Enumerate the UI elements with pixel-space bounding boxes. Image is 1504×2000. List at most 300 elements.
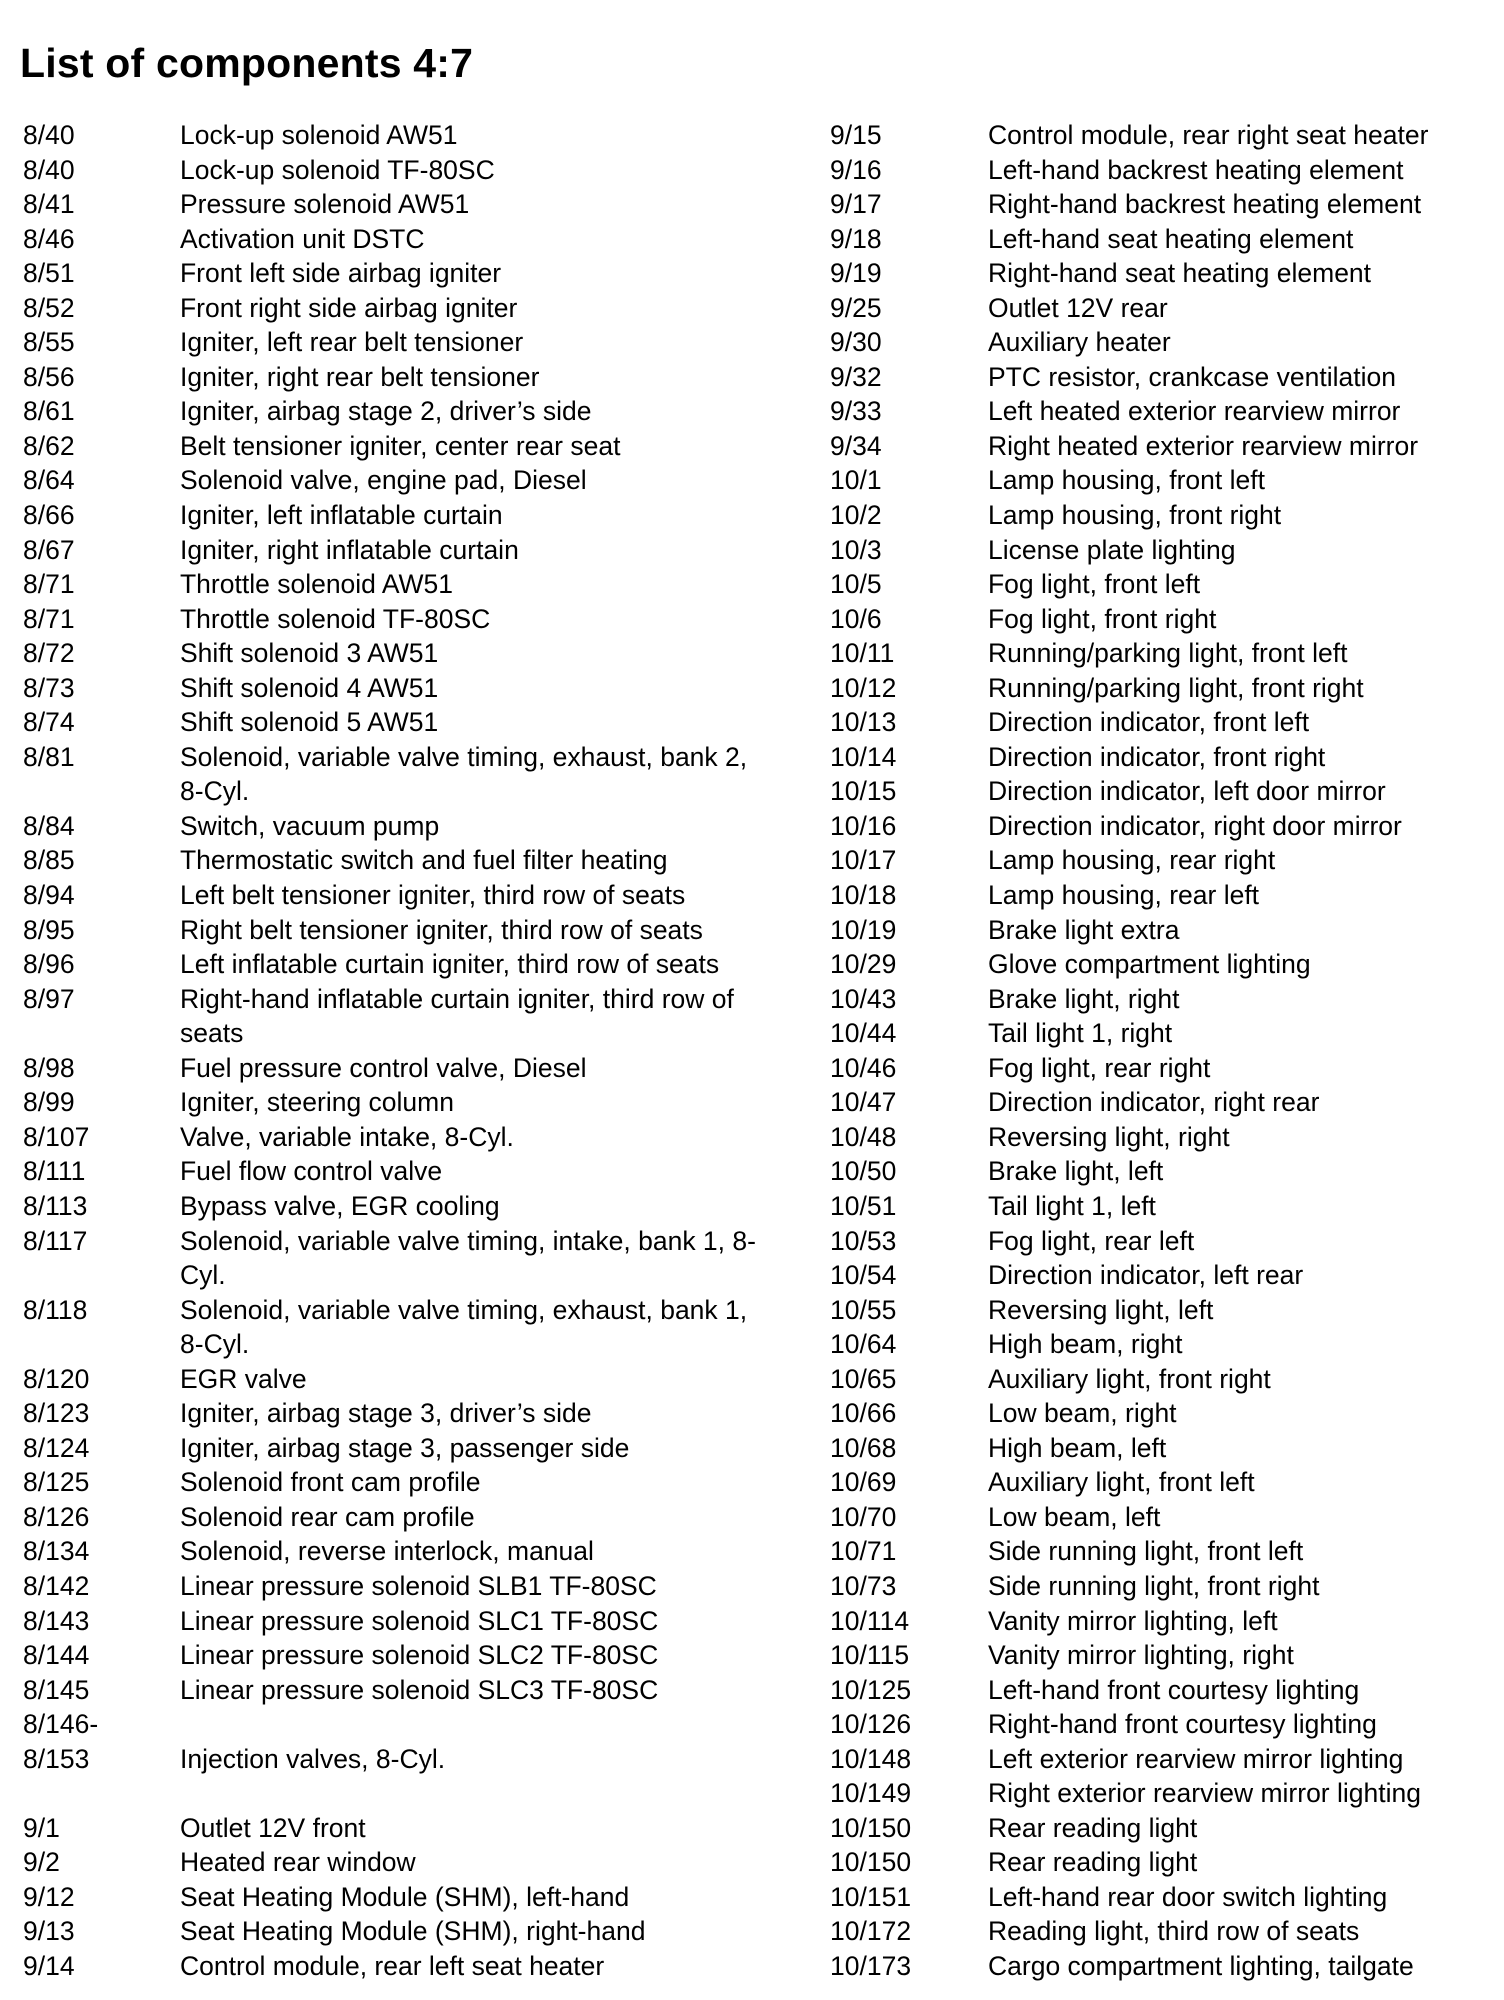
component-row (830, 222, 1495, 257)
component-code: 8/146- (23, 1709, 99, 1740)
component-description: Fuel flow control valve (180, 1156, 443, 1187)
component-code: 10/13 (830, 707, 897, 738)
component-row (23, 843, 763, 878)
component-row (23, 360, 763, 395)
component-code: 8/56 (23, 361, 75, 392)
component-code: 9/30 (830, 327, 882, 358)
component-description: Solenoid, variable valve timing, exhaust, bank 2, 8-Cyl. (180, 741, 748, 807)
component-code: 8/41 (23, 189, 75, 220)
component-row (830, 913, 1495, 948)
component-description: Shift solenoid 4 AW51 (180, 672, 439, 703)
component-row (23, 567, 763, 602)
component-description: Left-hand backrest heating element (988, 154, 1404, 185)
component-code: 9/12 (23, 1881, 75, 1912)
component-code: 8/85 (23, 845, 75, 876)
component-row (830, 1673, 1495, 1708)
component-description: Fog light, front left (988, 569, 1201, 600)
component-description: Left inflatable curtain igniter, third row of seats (180, 949, 720, 980)
component-description: Direction indicator, right door mirror (988, 810, 1402, 841)
component-row (23, 1673, 763, 1708)
component-description: Side running light, front left (988, 1536, 1304, 1567)
component-description: Auxiliary light, front left (988, 1467, 1255, 1498)
component-row (830, 1224, 1495, 1259)
component-description: Linear pressure solenoid SLC3 TF-80SC (180, 1674, 659, 1705)
component-code: 10/125 (830, 1674, 912, 1705)
component-description: Igniter, airbag stage 3, driver’s side (180, 1398, 592, 1429)
component-code: 8/153 (23, 1743, 90, 1774)
component-row (830, 360, 1495, 395)
component-code: 8/143 (23, 1605, 90, 1636)
component-description: Linear pressure solenoid SLC2 TF-80SC (180, 1640, 659, 1671)
component-code: 9/13 (23, 1916, 75, 1947)
component-description: Solenoid, reverse interlock, manual (180, 1536, 594, 1567)
component-code: 10/148 (830, 1743, 912, 1774)
component-code: 10/48 (830, 1121, 897, 1152)
component-description: Left-hand seat heating element (988, 223, 1354, 254)
component-description: Direction indicator, right rear (988, 1087, 1320, 1118)
component-description: Direction indicator, left door mirror (988, 776, 1386, 807)
component-row (830, 1120, 1495, 1155)
component-code: 10/2 (830, 500, 882, 531)
component-row (830, 463, 1495, 498)
component-code: 10/114 (830, 1605, 910, 1636)
component-row (23, 1811, 763, 1846)
component-row (830, 1500, 1495, 1535)
component-code: 10/150 (830, 1812, 912, 1843)
component-description: High beam, right (988, 1329, 1183, 1360)
component-row (23, 602, 763, 637)
component-code: 10/151 (830, 1881, 912, 1912)
component-code: 8/74 (23, 707, 75, 738)
component-row (830, 1362, 1495, 1397)
component-row (23, 394, 763, 429)
component-description: Vanity mirror lighting, left (988, 1605, 1278, 1636)
component-row (830, 498, 1495, 533)
component-code: 8/124 (23, 1432, 90, 1463)
component-description: Throttle solenoid TF-80SC (180, 603, 491, 634)
component-code: 10/65 (830, 1363, 897, 1394)
component-row (23, 1949, 763, 1984)
component-code: 8/71 (23, 569, 75, 600)
component-description: Igniter, right inflatable curtain (180, 534, 519, 565)
component-description: Direction indicator, left rear (988, 1260, 1304, 1291)
page-title: List of components 4:7 (20, 40, 474, 87)
component-row (830, 982, 1495, 1017)
component-code: 10/71 (830, 1536, 897, 1567)
component-row (23, 256, 763, 291)
component-code: 10/149 (830, 1778, 912, 1809)
component-description: Valve, variable intake, 8-Cyl. (180, 1121, 514, 1152)
component-row (23, 1845, 763, 1880)
left-column (23, 118, 763, 1984)
component-description: Pressure solenoid AW51 (180, 189, 470, 220)
component-code: 9/19 (830, 258, 882, 289)
component-code: 10/17 (830, 845, 897, 876)
component-row (830, 256, 1495, 291)
component-description: Igniter, right rear belt tensioner (180, 361, 540, 392)
component-code: 9/17 (830, 189, 882, 220)
component-row (23, 1638, 763, 1673)
component-row (830, 1880, 1495, 1915)
component-code: 10/50 (830, 1156, 897, 1187)
component-description: Shift solenoid 5 AW51 (180, 707, 439, 738)
component-code: 10/46 (830, 1052, 897, 1083)
component-description: Solenoid valve, engine pad, Diesel (180, 465, 587, 496)
component-description: Solenoid, variable valve timing, exhaust, bank 1, 8-Cyl. (180, 1294, 748, 1360)
component-code: 10/44 (830, 1018, 897, 1049)
component-row (23, 1604, 763, 1639)
component-description: Linear pressure solenoid SLC1 TF-80SC (180, 1605, 659, 1636)
component-code: 10/69 (830, 1467, 897, 1498)
component-row (23, 429, 763, 464)
component-code: 10/68 (830, 1432, 897, 1463)
component-row (830, 671, 1495, 706)
component-row (830, 1431, 1495, 1466)
component-row (830, 1465, 1495, 1500)
component-row (23, 809, 763, 844)
component-code: 10/43 (830, 983, 897, 1014)
component-description: Belt tensioner igniter, center rear seat (180, 430, 621, 461)
component-row (23, 291, 763, 326)
component-description: Direction indicator, front left (988, 707, 1310, 738)
component-row (830, 567, 1495, 602)
component-row (23, 1742, 763, 1777)
component-row (23, 636, 763, 671)
component-description: Front left side airbag igniter (180, 258, 502, 289)
component-code: 8/46 (23, 223, 75, 254)
component-code: 10/51 (830, 1190, 897, 1221)
component-row (830, 1707, 1495, 1742)
component-code: 10/6 (830, 603, 882, 634)
component-code: 10/15 (830, 776, 897, 807)
component-description: Side running light, front right (988, 1570, 1320, 1601)
component-code: 8/120 (23, 1363, 90, 1394)
component-description: Throttle solenoid AW51 (180, 569, 453, 600)
component-code: 8/107 (23, 1121, 90, 1152)
component-description: Igniter, airbag stage 2, driver’s side (180, 396, 592, 427)
component-row (830, 394, 1495, 429)
component-description: Fuel pressure control valve, Diesel (180, 1052, 587, 1083)
component-description: Auxiliary heater (988, 327, 1171, 358)
component-code: 8/66 (23, 500, 75, 531)
component-code: 10/55 (830, 1294, 897, 1325)
component-description: Right-hand seat heating element (988, 258, 1372, 289)
component-description: Igniter, steering column (180, 1087, 454, 1118)
component-row (830, 1016, 1495, 1051)
component-description: Brake light, left (988, 1156, 1164, 1187)
component-row (830, 1396, 1495, 1431)
component-code: 10/53 (830, 1225, 897, 1256)
right-column (830, 118, 1495, 1984)
component-row (830, 1258, 1495, 1293)
component-description: Solenoid front cam profile (180, 1467, 481, 1498)
component-description: Reversing light, left (988, 1294, 1214, 1325)
component-row (830, 1949, 1495, 1984)
component-code: 9/34 (830, 430, 882, 461)
component-row (23, 187, 763, 222)
component-description: Seat Heating Module (SHM), left-hand (180, 1881, 630, 1912)
component-code: 8/62 (23, 430, 75, 461)
component-description: Lock-up solenoid TF-80SC (180, 154, 495, 185)
component-code: 8/113 (23, 1190, 88, 1221)
component-code: 8/98 (23, 1052, 75, 1083)
component-description: Low beam, right (988, 1398, 1177, 1429)
component-row (23, 498, 763, 533)
component-row (830, 1569, 1495, 1604)
component-code: 9/16 (830, 154, 882, 185)
component-code: 8/55 (23, 327, 75, 358)
component-description: Solenoid, variable valve timing, intake, bank 1, 8-Cyl. (180, 1225, 756, 1291)
component-code: 8/51 (23, 258, 75, 289)
component-description: Front right side airbag igniter (180, 292, 518, 323)
component-row (830, 1051, 1495, 1086)
component-description: Brake light, right (988, 983, 1180, 1014)
component-code: 10/11 (830, 638, 895, 669)
component-row (23, 153, 763, 188)
component-description: Activation unit DSTC (180, 223, 425, 254)
component-row (23, 1431, 763, 1466)
component-row (23, 463, 763, 498)
component-row (23, 740, 763, 809)
component-row (23, 878, 763, 913)
component-description: Running/parking light, front left (988, 638, 1348, 669)
component-code: 8/73 (23, 672, 75, 703)
component-description: Lamp housing, rear right (988, 845, 1276, 876)
component-code: 10/150 (830, 1847, 912, 1878)
component-code: 8/52 (23, 292, 75, 323)
component-row (830, 774, 1495, 809)
component-row (830, 947, 1495, 982)
component-code: 8/99 (23, 1087, 75, 1118)
component-description: Rear reading light (988, 1847, 1198, 1878)
component-code: 10/3 (830, 534, 882, 565)
component-row (23, 1707, 763, 1742)
component-description: High beam, left (988, 1432, 1167, 1463)
component-row (23, 1880, 763, 1915)
component-code: 10/172 (830, 1916, 912, 1947)
component-row (23, 913, 763, 948)
component-code: 10/29 (830, 949, 897, 980)
component-description: License plate lighting (988, 534, 1236, 565)
component-code: 8/61 (23, 396, 75, 427)
component-row (23, 982, 763, 1051)
component-code: 8/144 (23, 1640, 90, 1671)
component-description: Auxiliary light, front right (988, 1363, 1271, 1394)
component-description: Lamp housing, rear left (988, 880, 1260, 911)
component-row (23, 533, 763, 568)
component-description: Shift solenoid 3 AW51 (180, 638, 439, 669)
component-row (830, 1845, 1495, 1880)
component-description: Seat Heating Module (SHM), right-hand (180, 1916, 646, 1947)
component-description: Low beam, left (988, 1501, 1161, 1532)
component-code: 8/125 (23, 1467, 90, 1498)
component-row (23, 1293, 763, 1362)
component-description: Right-hand backrest heating element (988, 189, 1422, 220)
component-description: Injection valves, 8-Cyl. (180, 1743, 446, 1774)
component-row (830, 1811, 1495, 1846)
component-row (830, 740, 1495, 775)
component-description: Switch, vacuum pump (180, 810, 440, 841)
component-code: 9/18 (830, 223, 882, 254)
component-code: 8/145 (23, 1674, 90, 1705)
component-code: 10/173 (830, 1950, 912, 1981)
component-code: 8/95 (23, 914, 75, 945)
component-row (830, 429, 1495, 464)
component-description: Right belt tensioner igniter, third row of seats (180, 914, 703, 945)
component-code: 8/81 (23, 741, 75, 772)
component-row (830, 533, 1495, 568)
component-description: Vanity mirror lighting, right (988, 1640, 1294, 1671)
component-description: Brake light extra (988, 914, 1180, 945)
component-row (23, 1569, 763, 1604)
component-row (23, 1396, 763, 1431)
component-description: Right-hand inflatable curtain igniter, third row of seats (180, 983, 734, 1049)
component-row (23, 1465, 763, 1500)
component-description: Left belt tensioner igniter, third row of seats (180, 880, 686, 911)
component-row (23, 671, 763, 706)
component-description: Cargo compartment lighting, tailgate (988, 1950, 1414, 1981)
component-row (23, 1914, 763, 1949)
component-row (830, 705, 1495, 740)
component-code: 8/142 (23, 1570, 90, 1601)
component-description: Running/parking light, front right (988, 672, 1364, 703)
component-description: Tail light 1, right (988, 1018, 1173, 1049)
component-description: Igniter, airbag stage 3, passenger side (180, 1432, 630, 1463)
component-description: Left-hand rear door switch lighting (988, 1881, 1388, 1912)
component-description: Lamp housing, front right (988, 500, 1282, 531)
component-code: 8/126 (23, 1501, 90, 1532)
component-description: Outlet 12V rear (988, 292, 1168, 323)
component-description: Direction indicator, front right (988, 741, 1326, 772)
component-description: Fog light, rear right (988, 1052, 1211, 1083)
component-row (830, 1742, 1495, 1777)
component-code: 9/32 (830, 361, 882, 392)
component-row (830, 291, 1495, 326)
component-code: 10/126 (830, 1709, 912, 1740)
component-row (23, 1154, 763, 1189)
component-code: 10/5 (830, 569, 882, 600)
component-row (830, 118, 1495, 153)
component-row (830, 843, 1495, 878)
component-description: Control module, rear left seat heater (180, 1950, 605, 1981)
component-code: 10/47 (830, 1087, 897, 1118)
component-description: Linear pressure solenoid SLB1 TF-80SC (180, 1570, 657, 1601)
component-row (23, 1051, 763, 1086)
component-row (830, 636, 1495, 671)
component-row (23, 222, 763, 257)
component-description: Control module, rear right seat heater (988, 120, 1429, 150)
component-code: 8/71 (23, 603, 75, 634)
component-description: Bypass valve, EGR cooling (180, 1190, 500, 1221)
component-code: 8/84 (23, 810, 75, 841)
component-description: Glove compartment lighting (988, 949, 1311, 980)
component-description: Right heated exterior rearview mirror (988, 430, 1419, 461)
component-code: 10/66 (830, 1398, 897, 1429)
component-code: 9/33 (830, 396, 882, 427)
component-code: 8/97 (23, 983, 75, 1014)
component-row (830, 1154, 1495, 1189)
component-description: Solenoid rear cam profile (180, 1501, 475, 1532)
component-description: EGR valve (180, 1363, 307, 1394)
component-row (23, 1189, 763, 1224)
component-description: Igniter, left rear belt tensioner (180, 327, 524, 358)
component-description: Igniter, left inflatable curtain (180, 500, 503, 531)
component-code: 8/117 (23, 1225, 88, 1256)
component-description: Fog light, rear left (988, 1225, 1195, 1256)
component-description: Rear reading light (988, 1812, 1198, 1843)
component-code: 8/118 (23, 1294, 88, 1325)
component-code: 9/25 (830, 292, 882, 323)
component-code: 10/12 (830, 672, 897, 703)
component-row (23, 1085, 763, 1120)
component-code: 10/115 (830, 1640, 910, 1671)
component-code: 8/67 (23, 534, 75, 565)
component-description: Left heated exterior rearview mirror (988, 396, 1401, 427)
component-row (23, 1120, 763, 1155)
component-description: Left-hand front courtesy lighting (988, 1674, 1360, 1705)
component-description: Right exterior rearview mirror lighting (988, 1778, 1421, 1809)
component-code: 8/123 (23, 1398, 90, 1429)
component-code: 10/1 (830, 465, 882, 496)
component-row (23, 118, 763, 153)
component-row (830, 1534, 1495, 1569)
component-code: 8/72 (23, 638, 75, 669)
component-code: 8/40 (23, 120, 75, 150)
component-row (830, 1293, 1495, 1328)
component-row (830, 1085, 1495, 1120)
component-code: 10/14 (830, 741, 897, 772)
component-code: 10/54 (830, 1260, 897, 1291)
section-spacer (23, 1776, 763, 1811)
component-row (23, 325, 763, 360)
component-row (830, 878, 1495, 913)
component-row (830, 1327, 1495, 1362)
component-code: 8/94 (23, 880, 75, 911)
component-code: 10/64 (830, 1329, 897, 1360)
component-row (830, 1776, 1495, 1811)
component-code: 10/70 (830, 1501, 897, 1532)
component-description: Reading light, third row of seats (988, 1916, 1360, 1947)
component-row (23, 1534, 763, 1569)
component-description: Left exterior rearview mirror lighting (988, 1743, 1404, 1774)
component-row (23, 705, 763, 740)
component-code: 10/73 (830, 1570, 897, 1601)
component-description: Thermostatic switch and fuel filter heating (180, 845, 668, 876)
component-code: 9/15 (830, 120, 882, 150)
component-code: 10/19 (830, 914, 897, 945)
component-row (23, 1362, 763, 1397)
component-code: 9/14 (23, 1950, 75, 1981)
component-code: 8/134 (23, 1536, 90, 1567)
component-row (830, 1604, 1495, 1639)
component-row (23, 947, 763, 982)
component-description: Outlet 12V front (180, 1812, 366, 1843)
component-code: 8/111 (23, 1156, 86, 1187)
component-description: PTC resistor, crankcase ventilation (988, 361, 1396, 392)
component-description: Fog light, front right (988, 603, 1217, 634)
component-code: 8/40 (23, 154, 75, 185)
component-code: 9/1 (23, 1812, 60, 1843)
component-row (830, 602, 1495, 637)
component-row (830, 1638, 1495, 1673)
component-description: Heated rear window (180, 1847, 416, 1878)
component-row (23, 1224, 763, 1293)
component-row (830, 187, 1495, 222)
component-description: Lock-up solenoid AW51 (180, 120, 458, 150)
component-description: Right-hand front courtesy lighting (988, 1709, 1377, 1740)
component-row (830, 325, 1495, 360)
component-description: Tail light 1, left (988, 1190, 1156, 1221)
